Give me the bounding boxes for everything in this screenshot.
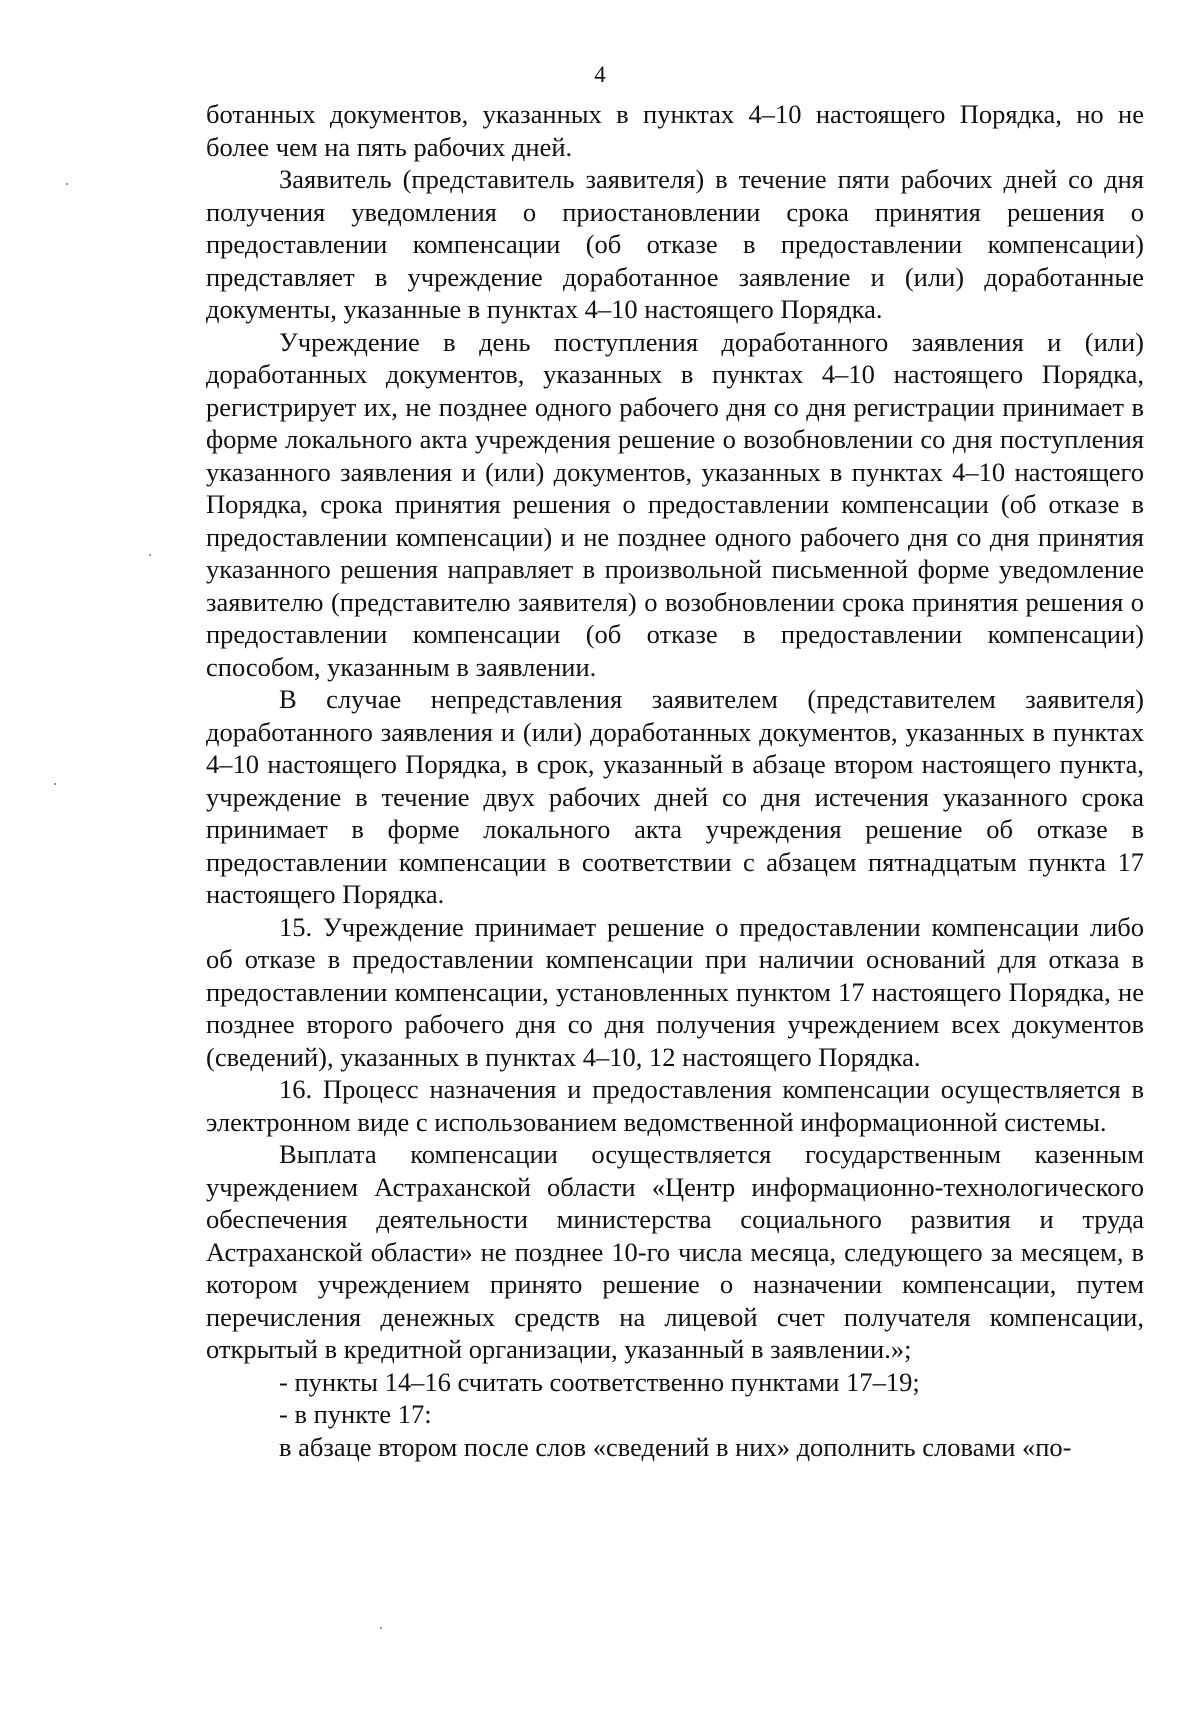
paragraph: в абзаце втором после слов «сведений в них» дополнить словами «по-	[279, 1431, 1072, 1462]
document-body	[206, 98, 1144, 1463]
paragraph: Выплата компенсации осуществляется государственным казенным учреждением Астраханской области «Центр информационно-технологического обеспечения деятельности министерства социального развития и труда Астраханской области» не позднее 10-го числа месяца, следующего за месяцем, в котором учреждением принято решение о назначении компенсации, путем перечисления денежных средств на лицевой счет получателя компенсации, открытый в кредитной организации, указанный в заявлении.»;	[206, 1139, 1144, 1364]
list-item: - пункты 14–16 считать соответственно пунктами 17–19;	[279, 1366, 920, 1397]
list-item: - в пункте 17:	[279, 1399, 432, 1429]
scan-speck	[54, 783, 56, 785]
scan-speck	[380, 1627, 382, 1629]
scan-speck	[66, 183, 68, 185]
scan-speck	[149, 554, 151, 556]
paragraph: Учреждение в день поступления доработанного заявления и (или) доработанных документов, указанных в пунктах 4–10 настоящего Порядка, регистрирует их, не позднее одного рабочего дня со дня регистрации принимает в форме локального акта учреждения решение о возобновлении со дня поступления указанного заявления и (или) документов, указанных в пунктах 4–10 настоящего Порядка, срока принятия решения о предоставлении компенсации (об отказе в предоставлении компенсации) и не позднее одного рабочего дня со дня принятия указанного решения направляет в произвольной письменной форме уведомление заявителю (представителю заявителя) о возобновлении срока принятия решения о предоставлении компенсации (об отказе в предоставлении компенсации) способом, указанным в заявлении.	[206, 326, 1144, 682]
paragraph: 15. Учреждение принимает решение о предоставлении компенсации либо об отказе в предоставлении компенсации при наличии оснований для отказа в предоставлении компенсации, установленных пунктом 17 настоящего Порядка, не позднее второго рабочего дня со дня получения учреждением всех документов (сведений), указанных в пунктах 4–10, 12 настоящего Порядка.	[206, 911, 1144, 1072]
paragraph: В случае непредставления заявителем (представителем заявителя) доработанного заявления и (или) доработанных документов, указанных в пунктах 4–10 настоящего Порядка, в срок, указанный в абзаце втором настоящего пункта, учреждение в течение двух рабочих дней со дня истечения указанного срока принимает в форме локального акта учреждения решение об отказе в предоставлении компенсации в соответствии с абзацем пятнадцатым пункта 17 настоящего Порядка.	[206, 684, 1144, 909]
paragraph: Заявитель (представитель заявителя) в течение пяти рабочих дней со дня получения уведомления о приостановлении срока принятия решения о предоставлении компенсации (об отказе в предоставлении компенсации) представляет в учреждение доработанное заявление и (или) доработанные документы, указанные в пунктах 4–10 настоящего Порядка.	[206, 164, 1144, 324]
paragraph: ботанных документов, указанных в пунктах 4–10 настоящего Порядка, но не более чем на пять рабочих дней.	[206, 99, 1144, 162]
page-number: 4	[594, 62, 606, 87]
paragraph: 16. Процесс назначения и предоставления компенсации осуществляется в электронном виде с использованием ведомственной информационной системы.	[206, 1074, 1144, 1137]
